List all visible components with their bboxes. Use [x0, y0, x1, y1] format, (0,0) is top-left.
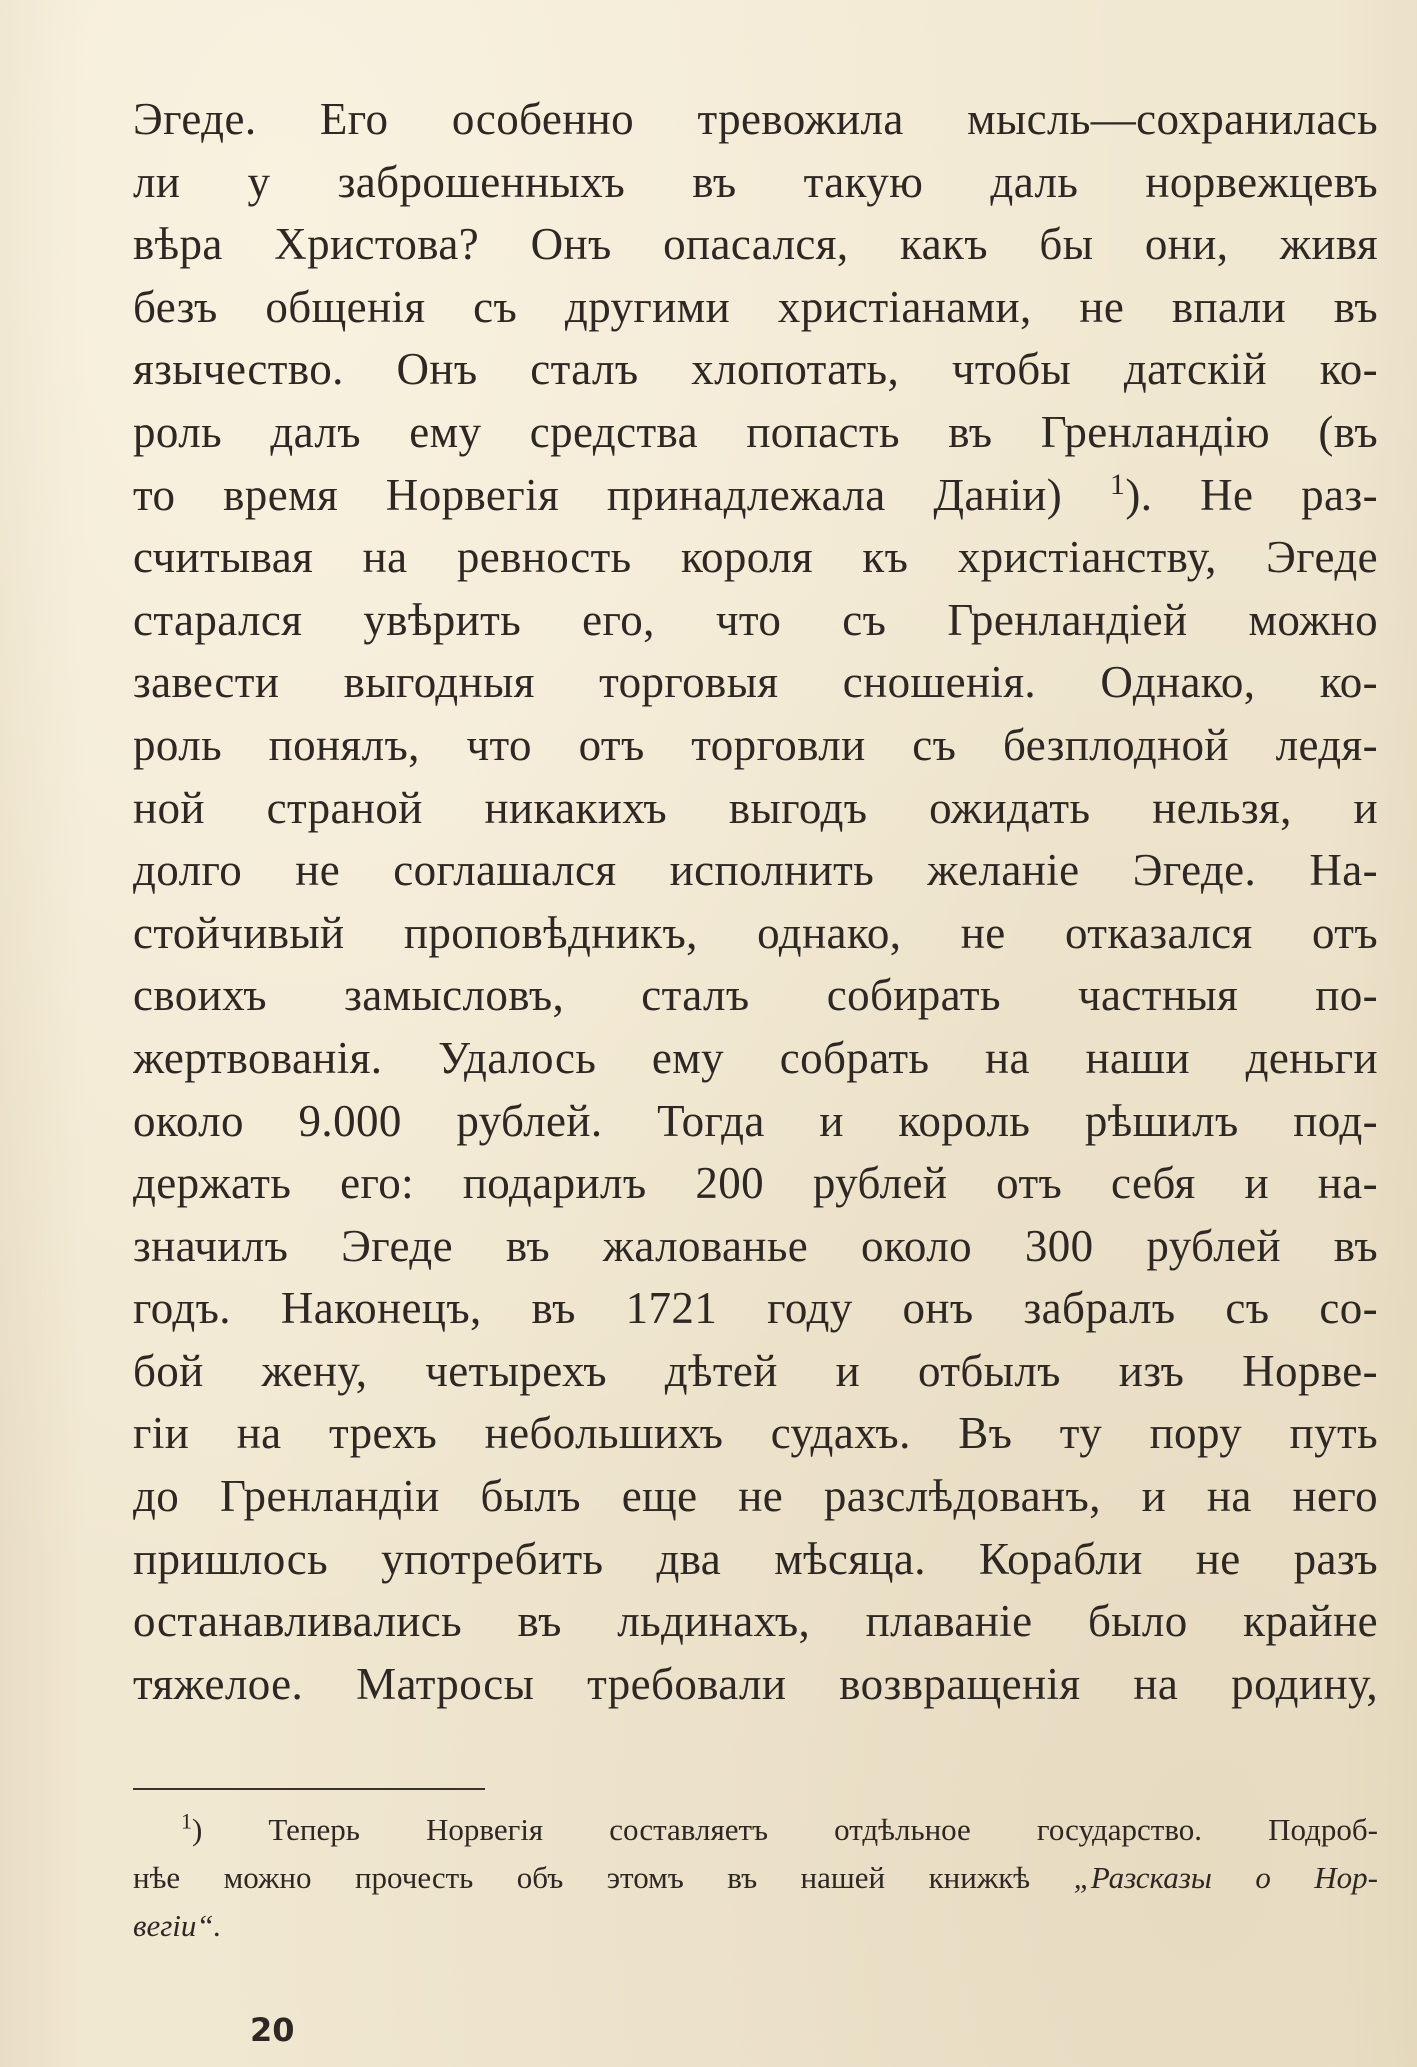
text-line-with-footnote [133, 464, 1378, 527]
text-line: ли у заброшенныхъ въ такую даль норвежцевъ [133, 156, 1378, 207]
footnote-reference: 1 [1109, 467, 1126, 501]
footnote-line [133, 1854, 1378, 1902]
book-title: „Разсказы о Нор- [1073, 1860, 1378, 1895]
text-line: безъ общенія съ другими христіанами, не впали въ [133, 281, 1378, 332]
text-line: вѣра Христова? Онъ опасался, какъ бы они, живя [133, 219, 1378, 270]
text-segment: то время Норвегія принадлежала Даніи) [133, 469, 1063, 520]
text-line: своихъ замысловъ, сталъ собирать частныя по- [133, 970, 1378, 1021]
text-line: держать его: подарилъ 200 рублей отъ себя и на- [133, 1158, 1378, 1209]
text-line: роль понялъ, что отъ торговли съ безплодной ледя- [133, 719, 1378, 770]
text-line: ной страной никакихъ выгодъ ожидать нельзя, и [133, 782, 1378, 833]
text-line: до Гренландіи былъ еще не разслѣдованъ, и на него [133, 1471, 1378, 1522]
footnote-line [133, 1806, 1378, 1854]
text-line: жертвованія. Удалось ему собрать на наши деньги [133, 1032, 1378, 1083]
text-line: стойчивый проповѣдникъ, однако, не отказался отъ [133, 907, 1378, 958]
text-line: бой жену, четырехъ дѣтей и отбылъ изъ Норве- [133, 1345, 1378, 1396]
text-line: гіи на трехъ небольшихъ судахъ. Въ ту пору путь [133, 1408, 1378, 1459]
text-line: пришлось употребить два мѣсяца. Корабли не разъ [133, 1533, 1378, 1584]
text-line: язычество. Онъ сталъ хлопотать, чтобы датскій ко- [133, 344, 1378, 395]
page-number: 20 [250, 2011, 295, 2049]
footnote [133, 1806, 1378, 1950]
text-line: старался увѣрить его, что съ Гренландіей можно [133, 594, 1378, 645]
text-line: годъ. Наконецъ, въ 1721 году онъ забралъ съ со- [133, 1283, 1378, 1334]
text-segment: ). Не раз- [1125, 469, 1378, 520]
footnote-text: нѣе можно прочесть объ этомъ въ нашей книжкѣ [133, 1860, 1074, 1895]
footnote-text: ) Теперь Норвегія составляетъ отдѣльное государство. Подроб- [192, 1812, 1378, 1847]
footnote-divider [133, 1788, 485, 1790]
footnote-line [133, 1902, 1378, 1950]
footnote-marker: 1 [181, 1808, 192, 1834]
text-line: завести выгодныя торговыя сношенія. Однако, ко- [133, 657, 1378, 708]
text-line: долго не соглашался исполнить желаніе Эгеде. На- [133, 845, 1378, 896]
text-line: считывая на ревность короля къ христіанству, Эгеде [133, 532, 1378, 583]
main-text [133, 88, 1378, 1715]
text-line: значилъ Эгеде въ жалованье около 300 рублей въ [133, 1220, 1378, 1271]
text-line: останавливались въ льдинахъ, плаваніе было крайне [133, 1596, 1378, 1647]
text-line: около 9.000 рублей. Тогда и король рѣшилъ под- [133, 1095, 1378, 1146]
book-title: вегіи“. [133, 1908, 222, 1943]
text-line: тяжелое. Матросы требовали возвращенія на родину, [133, 1658, 1378, 1709]
text-line: роль далъ ему средства попасть въ Гренландію (въ [133, 406, 1378, 457]
text-line: Эгеде. Его особенно тревожила мысль—сохранилась [133, 94, 1378, 144]
